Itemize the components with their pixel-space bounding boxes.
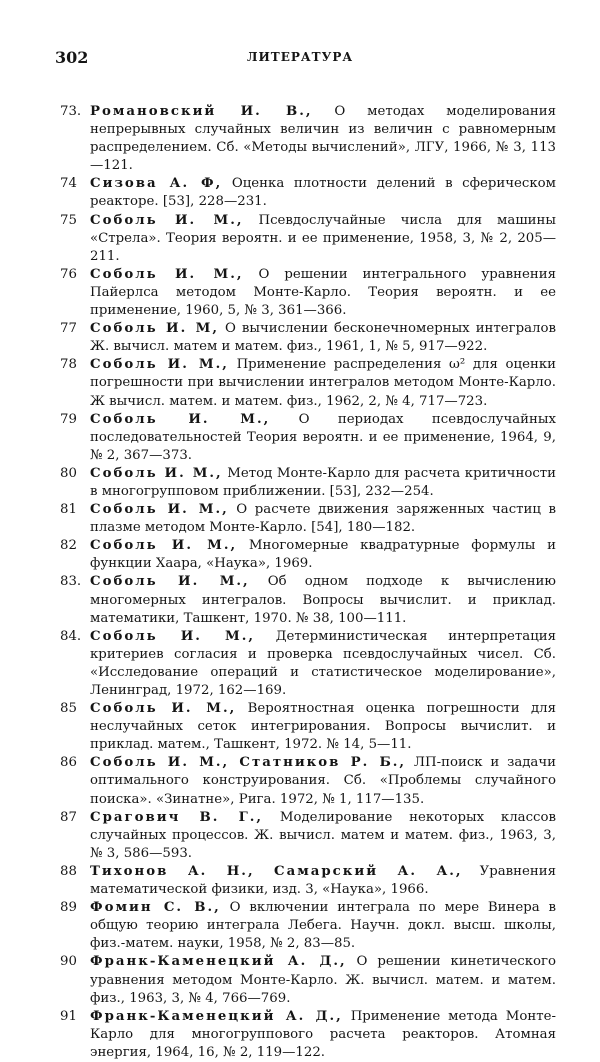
reference-author: Соболь И. М.,: [90, 538, 238, 554]
reference-number: 75: [60, 212, 77, 228]
reference-number: 79: [60, 411, 77, 427]
reference-author: Соболь И. М,: [90, 321, 219, 337]
reference-text: Оценка плотности делений в сферическом реакторе. [53], 228—231.: [90, 176, 556, 210]
reference-item: [60, 863, 556, 899]
reference-item: [60, 953, 556, 1007]
reference-author: Тихонов А. Н., Самарский А. А.,: [90, 863, 463, 879]
reference-number: 81: [60, 502, 77, 518]
reference-item: [60, 465, 556, 501]
reference-number: 82: [60, 538, 77, 554]
reference-text: Уравнения математической физики, изд. 3, «Наука», 1966.: [90, 863, 556, 898]
reference-item: [60, 700, 556, 754]
reference-text: Многомерные квадратурные формулы и функции Хаара, «Наука», 1969.: [90, 538, 556, 572]
reference-author: Срагович В. Г.,: [90, 809, 264, 825]
reference-author: Соболь И. М.,: [90, 357, 229, 373]
reference-text: Об одном подходе к вычислению многомерных интегралов. Вопросы вычислит. и приклад. математики, Ташкент, 1970. № 38, 100—111.: [90, 574, 556, 626]
running-title: ЛИТЕРАТУРА: [246, 50, 354, 64]
reference-author: Соболь И. М., Статников Р. Б.,: [90, 755, 407, 771]
reference-item: [60, 212, 556, 266]
reference-author: Романовский И. В.,: [90, 104, 313, 119]
reference-author: Франк-Каменецкий А. Д.,: [90, 954, 347, 970]
reference-text: О решении кинетического уравнения методом Монте-Карло. Ж. вычисл. матем. и матем. физ., 1963, 3, № 4, 766—769.: [90, 954, 556, 1006]
reference-text: О вычислении бесконечномерных интегралов Ж. вычисл. матем и матем. физ., 1961, 1, № 5, 917—922.: [90, 321, 556, 355]
reference-author: Соболь И. М.,: [90, 628, 256, 644]
reference-text: ЛП-поиск и задачи оптимального конструирования. Сб. «Проблемы случайного поиска». «Зинатне», Рига. 1972, № 1, 117—135.: [90, 755, 557, 807]
reference-item: [60, 1008, 556, 1062]
reference-item: [60, 320, 556, 356]
reference-author: Соболь И. М.,: [90, 212, 244, 228]
reference-number: 80: [60, 465, 77, 481]
reference-number: 85: [60, 701, 77, 717]
reference-number: 77: [60, 321, 77, 337]
reference-number: 73.: [60, 104, 82, 119]
reference-item: [60, 175, 556, 211]
reference-author: Соболь И. М.,: [90, 266, 244, 282]
reference-number: 90: [60, 954, 77, 970]
reference-text: Метод Монте-Карло для расчета критичности в многогрупповом приближении. [53], 232—254.: [90, 465, 556, 499]
reference-number: 89: [60, 900, 77, 916]
reference-author: Фомин С. В.,: [90, 900, 221, 916]
reference-text: О периодах псевдослучайных последовательностей Теория вероятн. и ее применение, 1964, 9, № 2, 367—373.: [90, 411, 556, 463]
reference-number: 74: [60, 176, 77, 192]
reference-number: 84.: [60, 628, 82, 644]
reference-number: 83.: [60, 574, 82, 590]
reference-text: О методах моделирования непрерывных случайных величин из величин с равномерным распределением. Сб. «Методы вычислений», ЛГУ, 1966, № 3, 113—121.: [90, 104, 556, 174]
reference-author: Соболь И. М.,: [90, 701, 237, 717]
reference-number: 76: [60, 266, 77, 282]
reference-item: [60, 573, 556, 627]
reference-author: Соболь И. М.,: [90, 502, 229, 518]
reference-item: [60, 103, 556, 175]
reference-author: Франк-Каменецкий А. Д.,: [90, 1008, 343, 1024]
reference-item: [60, 266, 556, 320]
reference-number: 87: [60, 809, 77, 825]
reference-author: Соболь И. М.,: [90, 574, 250, 590]
reference-number: 86: [60, 755, 77, 771]
reference-item: [60, 537, 556, 573]
reference-number: 91: [60, 1008, 77, 1024]
reference-text: Псевдослучайные числа для машины «Стрела». Теория вероятн. и ее применение, 1958, 3, № 2, 205—211.: [90, 212, 556, 264]
reference-text: Моделирование некоторых классов случайных процессов. Ж. вычисл. матем и матем. физ., 1963, 3, № 3, 586—593.: [90, 809, 556, 861]
reference-text: Применение распределения ω² для оценки погрешности при вычислении интегралов методом Монте-Карло. Ж вычисл. матем. и матем. физ., 1962, 2, № 4, 717—723.: [90, 357, 556, 409]
reference-item: [60, 501, 556, 537]
reference-item: [60, 411, 556, 465]
reference-text: О решении интегрального уравнения Пайерлса методом Монте-Карло. Теория вероятн. и ее применение, 1960, 5, № 3, 361—366.: [90, 266, 556, 319]
reference-item: [60, 754, 556, 808]
reference-text: О включении интеграла по мере Винера в общую теорию интеграла Лебега. Научн. докл. высш. школы, физ.-матем. науки, 1958, № 2, 83—85.: [90, 900, 556, 952]
reference-text: Вероятностная оценка погрешности для неслучайных сеток интегрирования. Вопросы вычислит. и приклад. матем., Ташкент, 1972. № 14, 5—11.: [90, 701, 556, 753]
reference-number: 88: [60, 863, 77, 879]
reference-item: [60, 356, 556, 410]
reference-item: [60, 628, 556, 700]
reference-author: Соболь И. М.,: [90, 411, 271, 427]
reference-text: О расчете движения заряженных частиц в плазме методом Монте-Карло. [54], 180—182.: [90, 502, 556, 536]
reference-number: 78: [60, 357, 77, 373]
reference-item: [60, 899, 556, 953]
reference-text: Применение метода Монте-Карло для многогруппового расчета реакторов. Атомная энергия, 1964, 16, № 2, 119—122.: [90, 1008, 556, 1060]
reference-item: [60, 809, 556, 863]
page-number: 302: [55, 48, 89, 67]
reference-author: Соболь И. М.,: [90, 465, 223, 481]
reference-list: [60, 103, 556, 1062]
reference-text: Детерминистическая интерпретация критериев согласия и проверка псевдослучайных чисел. Сб. «Исследование операций и статистическое моделирование», Ленинград, 1972, 162—169.: [90, 628, 557, 698]
reference-author: Сизова А. Ф,: [90, 176, 223, 192]
